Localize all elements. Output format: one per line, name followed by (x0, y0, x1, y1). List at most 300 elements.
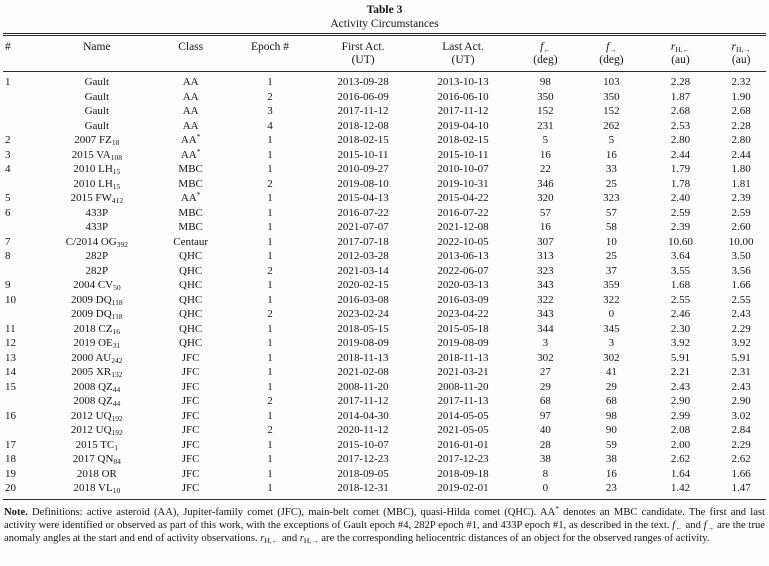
table-row (3, 162, 766, 177)
column-header-num: # (3, 35, 40, 72)
cell-first-act: 2016-03-08 (337, 293, 389, 306)
cell-last-act: 2018-09-18 (437, 467, 489, 480)
cell-r-end: 2.32 (731, 76, 751, 88)
cell-last-act: 2013-06-13 (437, 250, 489, 262)
cell-last-act: 2008-11-20 (437, 380, 489, 393)
table-row (3, 90, 766, 105)
cell-f-end: 25 (605, 250, 617, 262)
cell-f-start: 3 (542, 337, 549, 349)
cell-num: 2 (5, 134, 11, 146)
cell-r-start: 1.68 (670, 279, 691, 291)
cell-last-act: 2021-03-21 (437, 366, 489, 378)
cell-class: JFC (181, 380, 200, 393)
cell-name: 2015 $VA_{108}$ (71, 148, 122, 162)
cell-f-end: 38 (605, 453, 617, 465)
cell-name: 2010 $LH_{15}$ (73, 177, 121, 191)
cell-class: MBC (178, 177, 203, 190)
cell-num (3, 394, 40, 409)
cell-name: Gault (84, 105, 110, 117)
cell-name: 2018 $VL_{10}$ (73, 482, 121, 495)
table-row (3, 264, 766, 279)
cell-num (3, 119, 40, 134)
cell-num: 8 (5, 250, 11, 262)
cell-r-start: 3.55 (670, 264, 691, 277)
table-label: Table 3 (366, 4, 403, 16)
cell-r-end: 1.66 (731, 279, 751, 291)
cell-num (3, 264, 40, 279)
cell-last-act: 2014-05-05 (437, 409, 489, 422)
cell-epoch: 2 (267, 264, 273, 277)
cell-num: 15 (5, 380, 16, 393)
cell-num: 18 (5, 453, 16, 465)
cell-r-start: 2.39 (670, 221, 691, 233)
column-header-name: Name (40, 35, 154, 72)
cell-r-start: 2.28 (670, 76, 691, 88)
cell-num: 7 (5, 235, 11, 248)
cell-last-act: 2022-10-05 (437, 235, 489, 248)
cell-f-start: 343 (537, 279, 554, 291)
cell-name: 2007 $FZ_{18}$ (74, 134, 120, 147)
cell-epoch: 1 (267, 250, 273, 262)
cell-r-end: 10.00 (728, 235, 754, 248)
cell-first-act: 2018-12-31 (337, 482, 389, 494)
cell-r-end: 2.39 (731, 192, 751, 204)
cell-class: JFC (181, 424, 200, 436)
column-header-last: Last Act. (UT) (413, 35, 512, 72)
cell-name: 2017 $QN_{84}$ (72, 453, 121, 466)
cell-f-start: 346 (537, 177, 554, 190)
table-row (3, 235, 766, 250)
cell-r-end: 2.80 (731, 134, 751, 146)
cell-num: 14 (5, 366, 16, 378)
column-header-epoch: Epoch # (227, 35, 312, 72)
cell-class: JFC (181, 409, 200, 422)
table-row (3, 249, 766, 264)
cell-r-start: 3.92 (670, 337, 691, 349)
cell-class: QHC (179, 308, 203, 320)
cell-class: QHC (179, 293, 203, 306)
cell-num (3, 90, 40, 105)
cell-r-start: 2.90 (670, 395, 691, 407)
column-header-r_end: $r_{H,\to}$ (au) (716, 35, 766, 72)
cell-num: 13 (5, 351, 16, 364)
cell-num (3, 307, 40, 322)
cell-f-start: 68 (539, 395, 551, 407)
cell-r-end: 3.92 (731, 337, 751, 349)
cell-epoch: 4 (267, 119, 273, 132)
cell-first-act: 2017-11-12 (337, 105, 389, 117)
table-row (3, 365, 766, 380)
cell-f-end: 58 (605, 221, 617, 233)
cell-f-end: 16 (605, 467, 617, 480)
table-row (3, 452, 766, 467)
cell-r-start: 2.80 (670, 134, 691, 146)
activity-circumstances-table (3, 33, 766, 500)
table-caption (3, 4, 766, 30)
cell-f-end: 103 (603, 76, 620, 88)
cell-r-start: 2.21 (670, 366, 691, 378)
cell-r-start: 2.46 (670, 308, 691, 320)
table-row (3, 438, 766, 453)
cell-last-act: 2019-04-10 (437, 119, 489, 132)
cell-f-end: 59 (605, 438, 617, 451)
cell-r-end: 2.43 (731, 308, 751, 320)
cell-class: MBC (178, 163, 203, 175)
cell-last-act: 2018-11-13 (437, 351, 489, 364)
cell-first-act: 2017-07-18 (337, 235, 389, 248)
cell-first-act: 2018-12-08 (337, 119, 389, 132)
cell-name: 2005 $XR_{132}$ (71, 366, 123, 379)
cell-r-end: 3.56 (731, 264, 751, 277)
cell-num: 16 (5, 409, 16, 422)
cell-r-start: 2.59 (670, 206, 691, 219)
cell-epoch: 1 (267, 482, 273, 494)
cell-r-end: 1.66 (731, 467, 751, 480)
cell-r-start: 2.68 (670, 105, 691, 117)
cell-last-act: 2010-10-07 (437, 163, 489, 175)
cell-class: JFC (181, 395, 200, 407)
cell-last-act: 2016-06-10 (437, 90, 489, 103)
cell-f-end: 0 (608, 308, 615, 320)
cell-name: C/2014 $OG_{392}$ (65, 235, 128, 249)
cell-first-act: 2020-11-12 (337, 424, 389, 436)
table-row (3, 467, 766, 482)
cell-f-end: 57 (605, 206, 617, 219)
table-row (3, 133, 766, 148)
cell-f-end: 152 (603, 105, 620, 117)
cell-epoch: 2 (267, 395, 273, 407)
cell-num: 12 (5, 337, 16, 349)
cell-first-act: 2019-08-09 (337, 337, 389, 349)
cell-epoch: 1 (267, 279, 273, 291)
cell-last-act: 2017-11-13 (437, 395, 489, 407)
cell-f-end: 3 (608, 337, 615, 349)
cell-num: 1 (5, 76, 11, 88)
cell-f-end: 10 (605, 235, 617, 248)
cell-f-end: 90 (605, 424, 617, 436)
cell-class: QHC (179, 337, 203, 349)
cell-f-start: 343 (537, 308, 554, 320)
cell-first-act: 2015-10-07 (337, 438, 389, 451)
cell-r-end: 2.90 (731, 395, 751, 407)
cell-name: 2018 OR (76, 467, 117, 480)
cell-name: 2019 $OE_{31}$ (73, 337, 121, 350)
cell-num: 11 (5, 322, 16, 335)
cell-r-start: 1.79 (670, 163, 691, 175)
cell-r-start: 1.42 (670, 482, 691, 494)
cell-last-act: 2020-03-13 (437, 279, 489, 291)
table-row (3, 278, 766, 293)
cell-class: JFC (181, 351, 200, 364)
cell-last-act: 2019-02-01 (437, 482, 489, 494)
cell-f-end: 41 (605, 366, 617, 378)
cell-r-end: 3.50 (731, 250, 751, 262)
cell-epoch: 1 (267, 148, 273, 161)
cell-num: 20 (5, 482, 16, 494)
cell-epoch: 1 (267, 134, 273, 146)
cell-f-start: 344 (537, 322, 554, 335)
cell-first-act: 2016-07-22 (337, 206, 389, 219)
cell-first-act: 2021-07-07 (337, 221, 389, 233)
cell-f-start: 57 (539, 206, 551, 219)
cell-f-start: 323 (537, 264, 554, 277)
cell-r-start: 2.43 (670, 380, 691, 393)
cell-name: 2004 $CV_{50}$ (73, 279, 121, 292)
cell-r-end: 2.29 (731, 438, 751, 451)
cell-r-start: 2.99 (670, 409, 691, 422)
cell-f-start: 98 (539, 76, 551, 88)
cell-class: AA (182, 119, 199, 132)
cell-f-start: 38 (539, 453, 551, 465)
cell-first-act: 2013-09-28 (337, 76, 389, 88)
cell-name: 282P (85, 264, 109, 277)
cell-class: AA (182, 105, 199, 117)
cell-class: QHC (179, 322, 203, 335)
cell-epoch: 1 (267, 235, 273, 248)
cell-class: AA (182, 90, 199, 103)
column-header-f_start: $f_\leftarrow$ (deg) (513, 35, 579, 72)
cell-first-act: 2015-10-11 (337, 148, 389, 161)
cell-epoch: 1 (267, 206, 273, 219)
cell-first-act: 2018-09-05 (337, 467, 389, 480)
table-row (3, 380, 766, 395)
cell-name: 2009 $DQ_{118}$ (71, 308, 123, 321)
cell-r-end: 2.55 (731, 293, 751, 306)
cell-epoch: 1 (267, 322, 273, 335)
cell-last-act: 2015-10-11 (437, 148, 489, 161)
cell-f-end: 68 (605, 395, 617, 407)
cell-f-start: 28 (539, 438, 551, 451)
cell-epoch: 1 (267, 409, 273, 422)
cell-last-act: 2018-02-15 (437, 134, 489, 146)
cell-f-start: 22 (539, 163, 551, 175)
column-header-first: First Act. (UT) (313, 35, 414, 72)
cell-num: 4 (5, 163, 11, 175)
cell-r-start: 3.64 (670, 250, 691, 262)
cell-f-start: 320 (537, 192, 554, 204)
cell-f-end: 25 (605, 177, 617, 190)
table-row (3, 104, 766, 119)
cell-r-end: 2.28 (731, 119, 751, 132)
cell-name: Gault (84, 90, 110, 103)
cell-epoch: 1 (267, 221, 273, 233)
cell-class: JFC (181, 482, 200, 494)
cell-r-end: 2.62 (731, 453, 751, 465)
cell-num: 5 (5, 192, 11, 204)
cell-f-end: 350 (603, 90, 620, 103)
table-row (3, 481, 766, 499)
cell-epoch: 1 (267, 453, 273, 465)
cell-f-start: 313 (537, 250, 554, 262)
cell-f-start: 16 (539, 221, 551, 233)
cell-epoch: 1 (267, 351, 273, 364)
cell-epoch: 2 (267, 424, 273, 436)
cell-first-act: 2023-02-24 (337, 308, 389, 320)
cell-r-start: 2.62 (670, 453, 691, 465)
cell-class: JFC (181, 467, 200, 480)
cell-r-start: 5.91 (670, 351, 691, 364)
cell-f-end: 5 (608, 134, 615, 146)
cell-name: 2012 $UQ_{192}$ (70, 409, 123, 423)
cell-first-act: 2015-04-13 (337, 192, 389, 204)
table-row (3, 423, 766, 438)
cell-name: 433P (85, 206, 109, 219)
cell-r-end: 2.60 (731, 221, 751, 233)
cell-last-act: 2016-01-01 (437, 438, 489, 451)
cell-f-end: 345 (603, 322, 620, 335)
cell-r-start: 2.53 (670, 119, 691, 132)
cell-name: 2009 $DQ_{118}$ (71, 293, 123, 307)
cell-r-start: 2.55 (670, 293, 691, 306)
table-note: Note. Definitions: active asteroid (AA), Jupiter-family comet (JFC), main-belt comet (MBC), quasi-Hilda comet (QHC). AA* denotes an MBC candidate. The first and last activity were identified or observed as part of this work, with the exceptions of Gault epoch #4, 282P epoch #1, and 433P epoch #1, as described in the text. $f_\leftarrow$ and $f_\to$ are the true anomaly angles at the start and end of activity observations. $r_{H,\leftarrow}$ and $r_{H,\to}$ are the corresponding heliocentric distances of an object for the observed ranges of activity. (4, 503, 765, 545)
table-row (3, 307, 766, 322)
cell-r-end: 2.31 (731, 366, 751, 378)
cell-epoch: 1 (267, 76, 273, 88)
cell-f-start: 97 (539, 409, 551, 422)
cell-num (3, 423, 40, 438)
cell-f-end: 16 (605, 148, 617, 161)
table-row (3, 322, 766, 337)
cell-last-act: 2013-10-13 (437, 76, 489, 88)
cell-r-end: 2.43 (731, 380, 751, 393)
cell-first-act: 2010-09-27 (337, 163, 389, 175)
table-row (3, 119, 766, 134)
cell-epoch: 2 (267, 308, 273, 320)
table-header-row (3, 35, 766, 72)
cell-name: 2015 $FW_{412}$ (70, 192, 124, 205)
cell-num (3, 104, 40, 119)
cell-epoch: 2 (267, 90, 273, 103)
table-row (3, 72, 766, 90)
cell-num: 6 (5, 206, 11, 219)
cell-first-act: 2017-11-12 (337, 395, 389, 407)
cell-num: 17 (5, 438, 16, 451)
cell-r-start: 1.64 (670, 467, 691, 480)
cell-first-act: 2018-11-13 (337, 351, 389, 364)
cell-num: 10 (5, 293, 16, 306)
cell-epoch: 1 (267, 366, 273, 378)
table-row (3, 148, 766, 163)
cell-f-end: 302 (603, 351, 620, 364)
table-row (3, 351, 766, 366)
cell-first-act: 2008-11-20 (337, 380, 389, 393)
cell-first-act: 2018-05-15 (337, 322, 389, 335)
cell-name: 2018 $CZ_{16}$ (73, 322, 120, 336)
cell-f-end: 359 (603, 279, 620, 291)
cell-epoch: 1 (267, 380, 273, 393)
cell-epoch: 1 (267, 192, 273, 204)
cell-f-start: 307 (537, 235, 554, 248)
cell-f-start: 0 (542, 482, 549, 494)
cell-r-end: 2.68 (731, 105, 751, 117)
cell-class: AA* (180, 133, 201, 146)
cell-name: Gault (84, 76, 110, 88)
cell-class: MBC (178, 206, 203, 219)
cell-f-start: 302 (537, 351, 554, 364)
cell-class: JFC (181, 453, 200, 465)
cell-f-start: 322 (537, 293, 554, 306)
cell-first-act: 2020-02-15 (337, 279, 389, 291)
cell-first-act: 2019-08-10 (337, 177, 389, 190)
cell-class: JFC (181, 438, 200, 451)
table-row (3, 191, 766, 206)
cell-r-end: 1.47 (731, 482, 751, 494)
cell-last-act: 2019-10-31 (437, 177, 489, 190)
cell-epoch: 1 (267, 438, 273, 451)
cell-r-end: 2.84 (731, 424, 751, 436)
cell-num: 9 (5, 279, 11, 291)
cell-num: 3 (5, 148, 11, 161)
cell-num (3, 220, 40, 235)
cell-class: QHC (179, 264, 203, 277)
cell-r-start: 2.40 (670, 192, 691, 204)
cell-last-act: 2016-07-22 (437, 206, 489, 219)
cell-r-start: 10.60 (668, 235, 693, 248)
cell-epoch: 1 (267, 163, 273, 175)
cell-f-end: 37 (605, 264, 617, 277)
cell-r-start: 2.08 (670, 424, 691, 436)
cell-name: 2000 $AU_{242}$ (71, 351, 123, 365)
cell-f-start: 231 (537, 119, 554, 132)
cell-f-start: 5 (542, 134, 549, 146)
table-row (3, 206, 766, 221)
cell-last-act: 2016-03-09 (437, 293, 489, 306)
cell-name: 2012 $UQ_{192}$ (70, 424, 123, 437)
cell-f-end: 262 (603, 119, 620, 132)
cell-last-act: 2021-05-05 (437, 424, 489, 436)
cell-f-start: 27 (539, 366, 551, 378)
cell-first-act: 2018-02-15 (337, 134, 389, 146)
cell-f-start: 40 (539, 424, 551, 436)
cell-f-start: 29 (539, 380, 551, 393)
cell-epoch: 3 (267, 105, 273, 117)
cell-f-end: 23 (605, 482, 617, 494)
cell-epoch: 2 (267, 177, 273, 190)
column-header-class: Class (154, 35, 227, 72)
cell-first-act: 2012-03-28 (337, 250, 389, 262)
cell-name: 2010 $LH_{15}$ (73, 163, 121, 176)
cell-name: 2008 $QZ_{44}$ (73, 380, 121, 394)
cell-last-act: 2017-12-23 (437, 453, 489, 465)
cell-f-end: 322 (603, 293, 620, 306)
cell-r-end: 2.44 (731, 148, 751, 161)
cell-r-end: 1.90 (731, 90, 751, 103)
table-row (3, 336, 766, 351)
cell-first-act: 2017-12-23 (337, 453, 389, 465)
table-body (3, 72, 766, 500)
cell-first-act: 2014-04-30 (337, 409, 389, 422)
cell-f-end: 29 (605, 380, 617, 393)
cell-r-end: 1.80 (731, 163, 751, 175)
cell-class: AA (182, 76, 199, 88)
cell-name: 433P (85, 221, 109, 233)
cell-first-act: 2021-03-14 (337, 264, 389, 277)
cell-last-act: 2022-06-07 (437, 264, 489, 277)
cell-f-start: 16 (539, 148, 551, 161)
table-row (3, 293, 766, 308)
cell-f-end: 323 (603, 192, 620, 204)
cell-r-start: 2.00 (670, 438, 691, 451)
cell-class: AA* (180, 191, 201, 204)
cell-num (3, 177, 40, 192)
column-header-f_end: $f_\to$ (deg) (578, 35, 644, 72)
cell-last-act: 2023-04-22 (437, 308, 489, 320)
cell-f-start: 152 (537, 105, 554, 117)
cell-r-end: 3.02 (731, 409, 751, 422)
cell-f-start: 350 (537, 90, 554, 103)
cell-r-start: 1.78 (670, 177, 691, 190)
cell-last-act: 2019-08-09 (437, 337, 489, 349)
